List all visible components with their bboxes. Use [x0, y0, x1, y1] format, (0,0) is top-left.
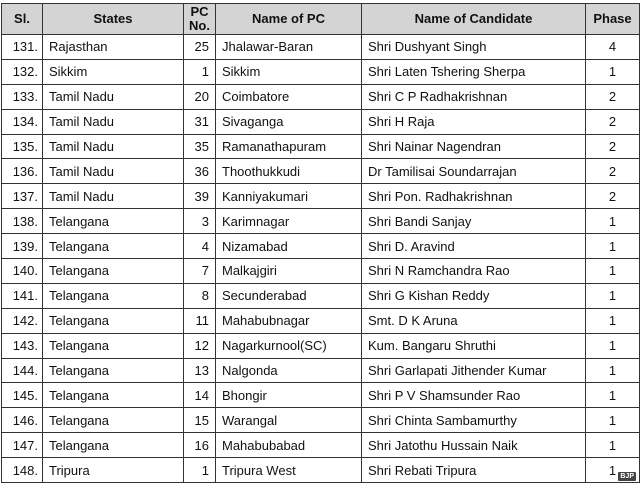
cell-candidate: Smt. D K Aruna: [362, 308, 586, 333]
cell-sl: 136.: [2, 159, 43, 184]
cell-sl: 145.: [2, 383, 43, 408]
cell-state: Tamil Nadu: [43, 134, 184, 159]
cell-pc-name: Ramanathapuram: [216, 134, 362, 159]
cell-sl: 134.: [2, 109, 43, 134]
table-row: [2, 283, 640, 308]
cell-pc-no: 1: [184, 59, 216, 84]
cell-phase: 1: [586, 433, 640, 458]
table-row: [2, 159, 640, 184]
table-row: [2, 59, 640, 84]
table-row: [2, 433, 640, 458]
cell-pc-no: 14: [184, 383, 216, 408]
cell-pc-no: 7: [184, 259, 216, 284]
cell-pc-no: 20: [184, 84, 216, 109]
table-row: [2, 84, 640, 109]
cell-pc-no: 35: [184, 134, 216, 159]
cell-phase: 1: [586, 383, 640, 408]
cell-phase: 2: [586, 159, 640, 184]
cell-sl: 140.: [2, 259, 43, 284]
cell-phase: 1: [586, 283, 640, 308]
cell-pc-no: 12: [184, 333, 216, 358]
cell-pc-no: 11: [184, 308, 216, 333]
cell-candidate: Shri Nainar Nagendran: [362, 134, 586, 159]
cell-pc-no: 13: [184, 358, 216, 383]
cell-pc-name: Karimnagar: [216, 209, 362, 234]
cell-pc-no: 25: [184, 35, 216, 60]
cell-pc-name: Nizamabad: [216, 234, 362, 259]
cell-sl: 131.: [2, 35, 43, 60]
table-row: [2, 35, 640, 60]
cell-phase: 1: [586, 333, 640, 358]
header-row: [2, 4, 640, 35]
cell-candidate: Shri Jatothu Hussain Naik: [362, 433, 586, 458]
cell-phase: 1: [586, 234, 640, 259]
cell-candidate: Shri Laten Tshering Sherpa: [362, 59, 586, 84]
cell-sl: 133.: [2, 84, 43, 109]
cell-pc-name: Mahabubabad: [216, 433, 362, 458]
cell-pc-no: 36: [184, 159, 216, 184]
cell-state: Tamil Nadu: [43, 184, 184, 209]
table-row: [2, 209, 640, 234]
cell-pc-no: 16: [184, 433, 216, 458]
cell-pc-no: 31: [184, 109, 216, 134]
table-row: [2, 259, 640, 284]
cell-phase: 1: [586, 458, 640, 483]
table-header: [2, 4, 640, 35]
cell-state: Tamil Nadu: [43, 159, 184, 184]
cell-pc-name: Jhalawar-Baran: [216, 35, 362, 60]
cell-pc-no: 1: [184, 458, 216, 483]
cell-candidate: Shri P V Shamsunder Rao: [362, 383, 586, 408]
header-states: States: [43, 4, 184, 35]
cell-pc-name: Thoothukkudi: [216, 159, 362, 184]
table-row: [2, 184, 640, 209]
cell-pc-name: Nalgonda: [216, 358, 362, 383]
cell-sl: 135.: [2, 134, 43, 159]
header-pc-no: PC No.: [184, 4, 216, 35]
cell-sl: 143.: [2, 333, 43, 358]
cell-sl: 138.: [2, 209, 43, 234]
cell-pc-name: Bhongir: [216, 383, 362, 408]
table-body: [2, 35, 640, 483]
cell-pc-name: Secunderabad: [216, 283, 362, 308]
candidate-table: [1, 3, 640, 483]
cell-pc-name: Warangal: [216, 408, 362, 433]
cell-phase: 2: [586, 109, 640, 134]
cell-state: Telangana: [43, 358, 184, 383]
cell-state: Tamil Nadu: [43, 109, 184, 134]
cell-sl: 147.: [2, 433, 43, 458]
cell-state: Sikkim: [43, 59, 184, 84]
cell-candidate: Shri H Raja: [362, 109, 586, 134]
cell-pc-no: 39: [184, 184, 216, 209]
cell-sl: 137.: [2, 184, 43, 209]
cell-pc-no: 4: [184, 234, 216, 259]
cell-candidate: Shri G Kishan Reddy: [362, 283, 586, 308]
cell-pc-name: Nagarkurnool(SC): [216, 333, 362, 358]
cell-state: Telangana: [43, 259, 184, 284]
cell-sl: 142.: [2, 308, 43, 333]
watermark-logo: BJP: [620, 473, 634, 480]
cell-state: Telangana: [43, 333, 184, 358]
header-sl: Sl.: [2, 4, 43, 35]
cell-state: Telangana: [43, 209, 184, 234]
cell-phase: 1: [586, 259, 640, 284]
cell-phase: 1: [586, 209, 640, 234]
cell-state: Telangana: [43, 433, 184, 458]
cell-pc-name: Sikkim: [216, 59, 362, 84]
cell-pc-name: Sivaganga: [216, 109, 362, 134]
cell-pc-name: Kanniyakumari: [216, 184, 362, 209]
cell-pc-name: Tripura West: [216, 458, 362, 483]
header-candidate: Name of Candidate: [362, 4, 586, 35]
table-row: [2, 234, 640, 259]
table-row: [2, 358, 640, 383]
table-row: [2, 308, 640, 333]
cell-pc-no: 3: [184, 209, 216, 234]
cell-candidate: Shri D. Aravind: [362, 234, 586, 259]
cell-phase: 2: [586, 184, 640, 209]
table-row: [2, 408, 640, 433]
cell-state: Rajasthan: [43, 35, 184, 60]
cell-phase: 1: [586, 358, 640, 383]
table-row: [2, 333, 640, 358]
cell-pc-name: Coimbatore: [216, 84, 362, 109]
cell-pc-no: 15: [184, 408, 216, 433]
cell-phase: 4: [586, 35, 640, 60]
cell-phase: 2: [586, 84, 640, 109]
cell-sl: 141.: [2, 283, 43, 308]
cell-sl: 148.: [2, 458, 43, 483]
cell-pc-name: Malkajgiri: [216, 259, 362, 284]
cell-pc-name: Mahabubnagar: [216, 308, 362, 333]
cell-candidate: Shri Pon. Radhakrishnan: [362, 184, 586, 209]
cell-sl: 132.: [2, 59, 43, 84]
cell-candidate: Shri N Ramchandra Rao: [362, 259, 586, 284]
cell-state: Telangana: [43, 408, 184, 433]
cell-sl: 146.: [2, 408, 43, 433]
cell-phase: 1: [586, 59, 640, 84]
cell-candidate: Shri C P Radhakrishnan: [362, 84, 586, 109]
cell-phase: 1: [586, 408, 640, 433]
cell-state: Telangana: [43, 308, 184, 333]
cell-candidate: Shri Rebati Tripura: [362, 458, 586, 483]
cell-state: Telangana: [43, 234, 184, 259]
cell-sl: 139.: [2, 234, 43, 259]
cell-sl: 144.: [2, 358, 43, 383]
cell-state: Tripura: [43, 458, 184, 483]
cell-state: Telangana: [43, 283, 184, 308]
cell-state: Tamil Nadu: [43, 84, 184, 109]
cell-candidate: Shri Dushyant Singh: [362, 35, 586, 60]
cell-state: Telangana: [43, 383, 184, 408]
cell-pc-no: 8: [184, 283, 216, 308]
header-phase: Phase: [586, 4, 640, 35]
table-row: [2, 383, 640, 408]
cell-candidate: Dr Tamilisai Soundarrajan: [362, 159, 586, 184]
cell-phase: 2: [586, 134, 640, 159]
table-row: [2, 134, 640, 159]
cell-candidate: Shri Chinta Sambamurthy: [362, 408, 586, 433]
cell-candidate: Shri Bandi Sanjay: [362, 209, 586, 234]
cell-phase: 1: [586, 308, 640, 333]
header-name-of-pc: Name of PC: [216, 4, 362, 35]
cell-candidate: Shri Garlapati Jithender Kumar: [362, 358, 586, 383]
cell-candidate: Kum. Bangaru Shruthi: [362, 333, 586, 358]
table-row: [2, 109, 640, 134]
table-row: [2, 458, 640, 483]
